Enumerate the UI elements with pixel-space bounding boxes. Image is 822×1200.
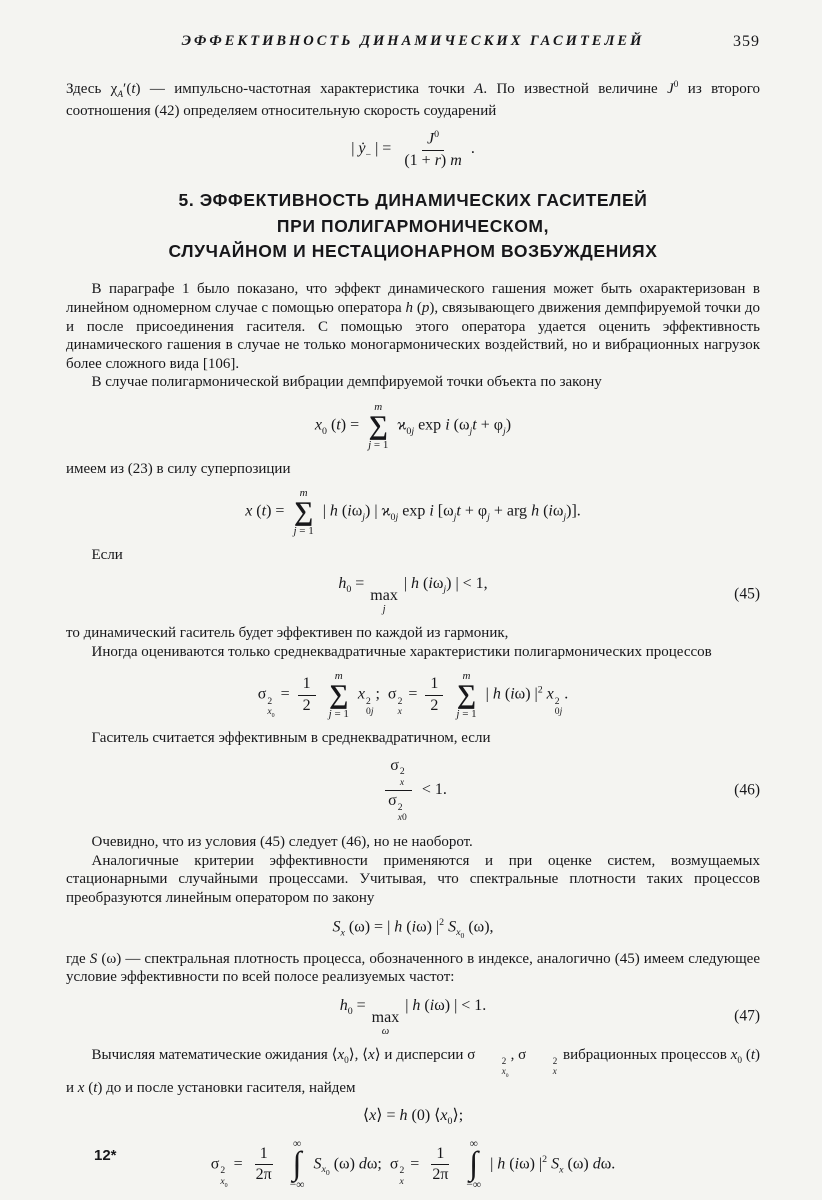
equation-46	[66, 757, 760, 825]
running-head	[66, 32, 760, 54]
section-heading-line-3: СЛУЧАЙНОМ И НЕСТАЦИОНАРНОМ ВОЗБУЖДЕНИЯХ	[168, 240, 658, 261]
equation-number-47: (47)	[734, 1007, 760, 1025]
paragraph-polyharmonic: В случае полигармонической вибрации демпфируемой точки объекта по закону	[91, 374, 602, 391]
printer-signature-mark: 12*	[94, 1147, 117, 1165]
paragraph-superposition: имеем из (23) в силу суперпозиции	[66, 460, 291, 477]
formula-mean-value: ⟨x⟩ = h (0) $⟨x_0⟩$;	[362, 1107, 464, 1128]
formula-spectral-density: $S_x$ (ω) = | h (iω) $|^2$ $S_{x_0}$ (ω),	[332, 916, 494, 941]
paragraph-analogous-criteria: Аналогичные критерии эффективности применяются и при оценке систем, возмущаемых стационарными случайными процессами. Учитывая, что спектральные плотности таких процессов преобразуются линейным оператором по закону	[66, 852, 760, 906]
paragraph-operator: В параграфе 1 было показано, что эффект динамического гашения может быть охарактеризован в линейном одномерном случае с помощью оператора h (p), связывающего движения демпфируемой точки до и после присоединения гасителя. С помощью этого оператора удается оценить эффективность динамического гашения в случае не только моногармонических воздействий, но и вибрационных нагрузок более сложного вида [106].	[66, 281, 760, 372]
formula-variance-integrals: σ 2 $x_0$ = $\frac{1}{2\pi}$ ∞ ∫ −∞ $S_{x_0}$ (ω) dω; σ 2 x = $\frac{1}{2\pi}$ ∞ ∫ −∞ | h (iω) $|^2$ $S_x$ (ω) dω.	[210, 1137, 616, 1191]
formula-x-sum: x (t) = m ∑ j = 1 | h $(i\omega_j)$ | $ϰ_{0j}$ exp i [$\omega_jt + \varphi_j$ + arg h $(i\omega_j)$].	[245, 487, 581, 538]
running-head-title: ЭФФЕКТИВНОСТЬ ДИНАМИЧЕСКИХ ГАСИТЕЛЕЙ	[181, 33, 645, 49]
paragraph-effective-harmonics: то динамический гаситель будет эффективен по каждой из гармоник,	[66, 625, 509, 642]
section-heading-line-2: ПРИ ПОЛИГАРМОНИЧЕСКОМ,	[276, 215, 550, 236]
formula-h0-max-band: $h_0$ = max ω | h (iω) | < 1.	[339, 996, 487, 1037]
paragraph-obvious: Очевидно, что из условия (45) следует (46), но не наоборот.	[91, 834, 473, 851]
page-number: 359	[733, 33, 760, 50]
equation-45	[66, 574, 760, 615]
paragraph-intro: Здесь $\chi_A'(t)$ — импульсно-частотная характеристика точки A. По известной величине $J^0$ из второго соотношения (42) определяем относительную скорость соударений	[66, 80, 760, 119]
paragraph-mean-square: Иногда оцениваются только среднеквадратичные характеристики полигармонических процессов	[91, 643, 712, 660]
formula-impact-velocity: | ẏ$_-$ | = $\frac{J^0}{(1 + r) m}$ .	[351, 129, 475, 169]
equation-47	[66, 996, 760, 1037]
paragraph-where-s: где S (ω) — спектральная плотность процесса, обозначенного в индексе, аналогично (45) имеем следующее условие эффективности по всей полосе реализуемых частот:	[66, 950, 761, 986]
section-heading-line-1: 5. ЭФФЕКТИВНОСТЬ ДИНАМИЧЕСКИХ ГАСИТЕЛЕЙ	[178, 190, 648, 211]
paragraph-if: Если	[91, 547, 123, 564]
equation-number-45: (45)	[734, 585, 760, 603]
section-heading	[66, 188, 760, 264]
formula-h0-max-harmonics: $h_0$ = max j | h $(i\omega_j)$ | < 1,	[338, 574, 488, 615]
paragraph-calculating: Вычисляя математические ожидания $⟨x_0⟩$, ⟨x⟩ и дисперсии σ 2 $x_0$ , σ 2 x вибрационных процессов $x_0$ (t) и x (t) до и после установки гасителя, найдем	[66, 1047, 760, 1096]
formula-sigma-sums: σ 2 $x_0$ = $\frac{1}{2}$ m ∑ j = 1 x 2 0j ; σ 2 x = $\frac{1}{2}$ m ∑ j = 1 | h (iω) $|^2$ x 2 0j .	[257, 670, 569, 720]
formula-sigma-ratio: σ 2 x σ 2 x0 < 1.	[379, 781, 447, 798]
equation-number-46: (46)	[734, 781, 760, 799]
paragraph-damper-effective: Гаситель считается эффективным в среднеквадратичном, если	[91, 730, 491, 747]
formula-x0-sum: $x_0$ (t) = m ∑ j = 1 $ϰ_{0j}$ exp i $(\omega_jt + \varphi_j)$	[314, 400, 512, 451]
